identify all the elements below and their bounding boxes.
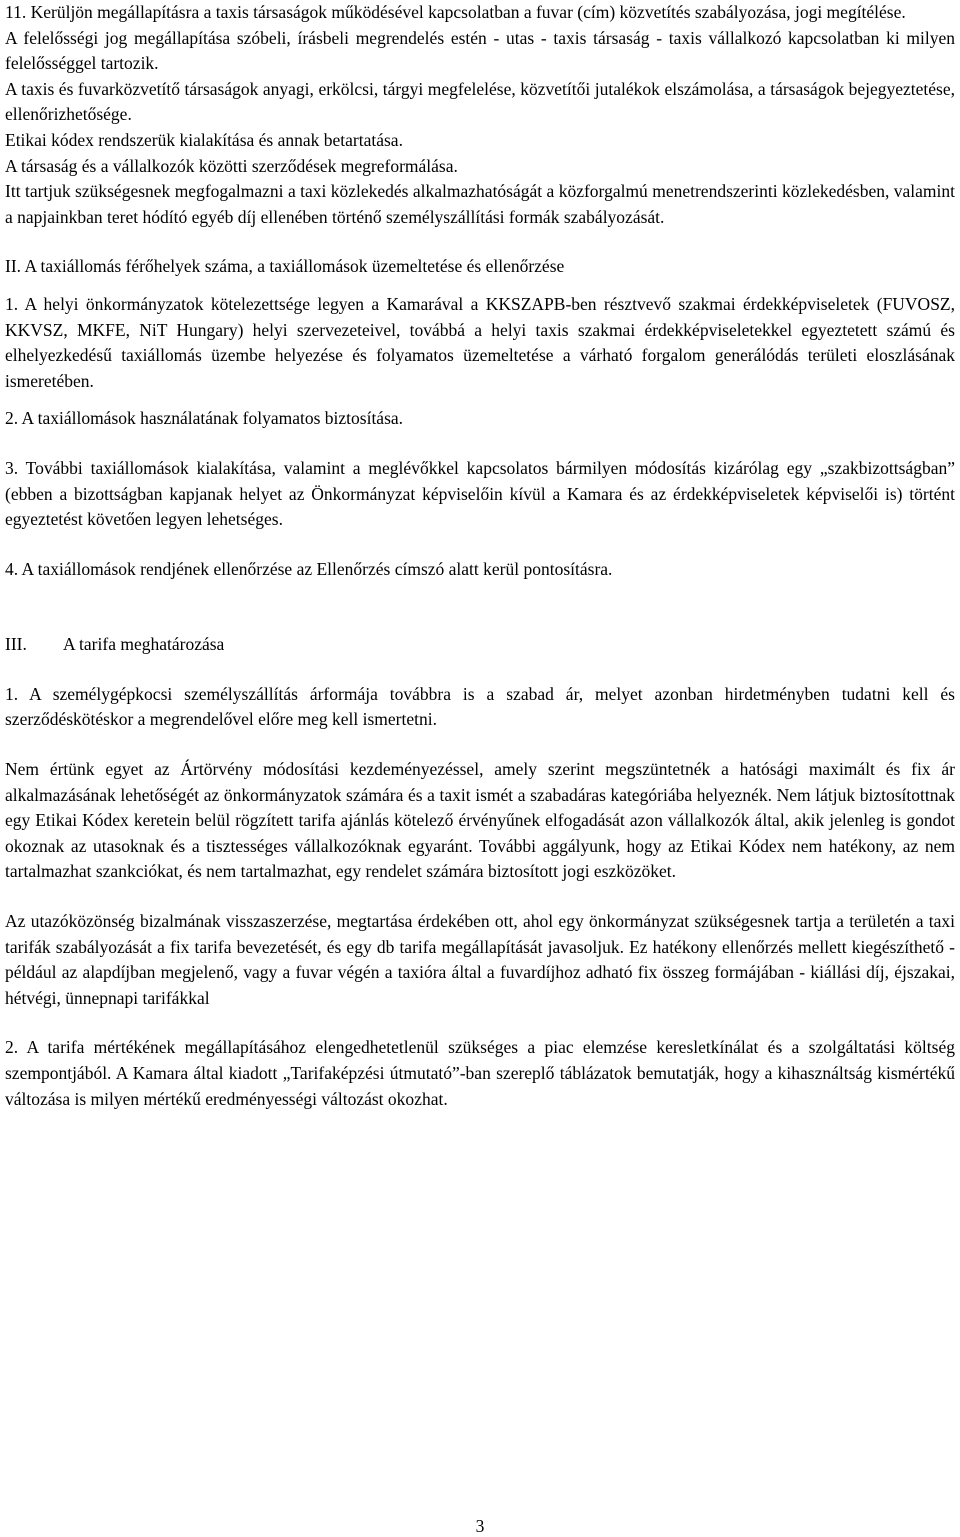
contracts-line: A társaság és a vállalkozók közötti szerződések megreformálása. [5,155,458,176]
section-ii-heading: II. A taxiállomás férőhelyek száma, a taxiállomások üzemeltetése és ellenőrzése [5,256,565,277]
section-ii-item-1: 1. A helyi önkormányzatok kötelezettsége legyen a Kamarával a KKSZAPB-ben résztvevő szakmai érdekképviseletek (FUVOSZ, KKVSZ, MKFE, NiT Hungary) helyi szervezeteivel, továbbá a helyi taxis szakmai érdekképviseletekkel egyeztetett számú és elhelyezkedésű taxiállomás üzembe helyezése és folyamatos üzemeltetése a várható forgalom generálódás területi eloszlásának ismeretében. [5,293,955,391]
ethics-code-line: Etikai kódex rendszerük kialakítása és annak betartatása. [5,129,403,150]
page-number: 3 [475,1516,485,1536]
section-ii-item-3: 3. További taxiállomások kialakítása, valamint a meglévőkkel kapcsolatos bármilyen módosítás kizárólag egy „szakbizottságban” (ebben a bizottságban kapjanak helyet az Önkormányzat képviselőin kívül a Kamara és az érdekképviseletek képviselői is) történt egyeztetést követően legyen lehetséges. [5,457,955,530]
tariff-paragraph-4: 2. A tarifa mértékének megállapításához elengedhetetlenül szükséges a piac elemzése keresletkínálat és a szolgáltatási költség szempontjából. A Kamara által kiadott „Tarifaképzési útmutató”-ban szereplő táblázatok bemutatják, hogy a kihasználtság kismértékű változása is milyen mértékű eredményességi változást okozhat. [5,1037,955,1109]
section-iii-numeral: III. [5,634,27,655]
document-page [5,0,955,1112]
section-iii-title: A tarifa meghatározása [63,634,225,655]
regulation-paragraph: Itt tartjuk szükségesnek megfogalmazni a taxi közlekedés alkalmazhatóságát a közforgalmú menetrendszerinti közlekedésben, valamint a napjainkban teret hódító egyéb díj ellenében történő személyszállítási formák szabályozását. [5,181,955,227]
section-iii [5,632,955,1112]
section-iii-heading [5,632,955,658]
tariff-paragraph-3: Az utazóközönség bizalmának visszaszerzése, megtartása érdekében ott, ahol egy önkormányzat szükségesnek tartja a területén a taxi tarifák szabályozását a fix tarifa bevezetését, és egy db tarifa megállapítását javasoljuk. Ez hatékony ellenőrzés mellett kiegészíthető - például az alapdíjban megjelenő, vagy a fuvar végén a taxióra által a fuvardíjhoz adható fix összeg formájában - kiállási díj, éjszakai, hétvégi, ünnepnapi tarifákkal [5,911,955,1008]
section-ii [5,254,955,582]
tariff-paragraph-2: Nem értünk egyet az Ártörvény módosítási kezdeményezéssel, amely szerint megszüntetnék a hatósági maximált és fix ár alkalmazásának lehetőségét az önkormányzatok számára és a taxit ismét a szabadáras kategóriába helyeznék. Nem látjuk biztosítottnak egy Etikai Kódex keretein belül rögzített tarifa ajánlás kötelező érvényűnek elfogadását azon vállalkozók által, akik jelenleg is gondot okoznak az utasoknak és a tisztességes vállalkozóknak egyaránt. További aggályunk, hogy az Etikai Kódex nem hatékony, az nem tartalmazhat szankciókat, és nem tartalmazhat, egy rendelet számára biztosított jogi eszközöket. [5,759,955,882]
section-11 [5,0,955,230]
tariff-paragraph-1: 1. A személygépkocsi személyszállítás árformája továbbra is a szabad ár, melyet azonban hirdetményben tudatni kell és szerződéskötéskor a megrendelővel előre meg kell ismertetni. [5,683,955,730]
point-11-title: 11. Kerüljön megállapításra a taxis társaságok működésével kapcsolatban a fuvar (cím) közvetítés szabályozása, jogi megítélése. [5,2,906,22]
section-ii-item-4: 4. A taxiállomások rendjének ellenőrzése az Ellenőrzés címszó alatt kerül pontosításra. [5,558,613,579]
companies-paragraph: A taxis és fuvarközvetítő társaságok anyagi, erkölcsi, tárgyi megfelelése, közvetítői jutalékok elszámolása, a társaságok bejegyeztetése, ellenőrizhetősége. [5,78,955,125]
liability-paragraph: A felelősségi jog megállapítása szóbeli, írásbeli megrendelés estén - utas - taxis társaság - taxis vállalkozó kapcsolatban ki milyen felelősséggel tartozik. [5,27,955,74]
section-ii-item-2: 2. A taxiállomások használatának folyamatos biztosítása. [5,408,404,429]
